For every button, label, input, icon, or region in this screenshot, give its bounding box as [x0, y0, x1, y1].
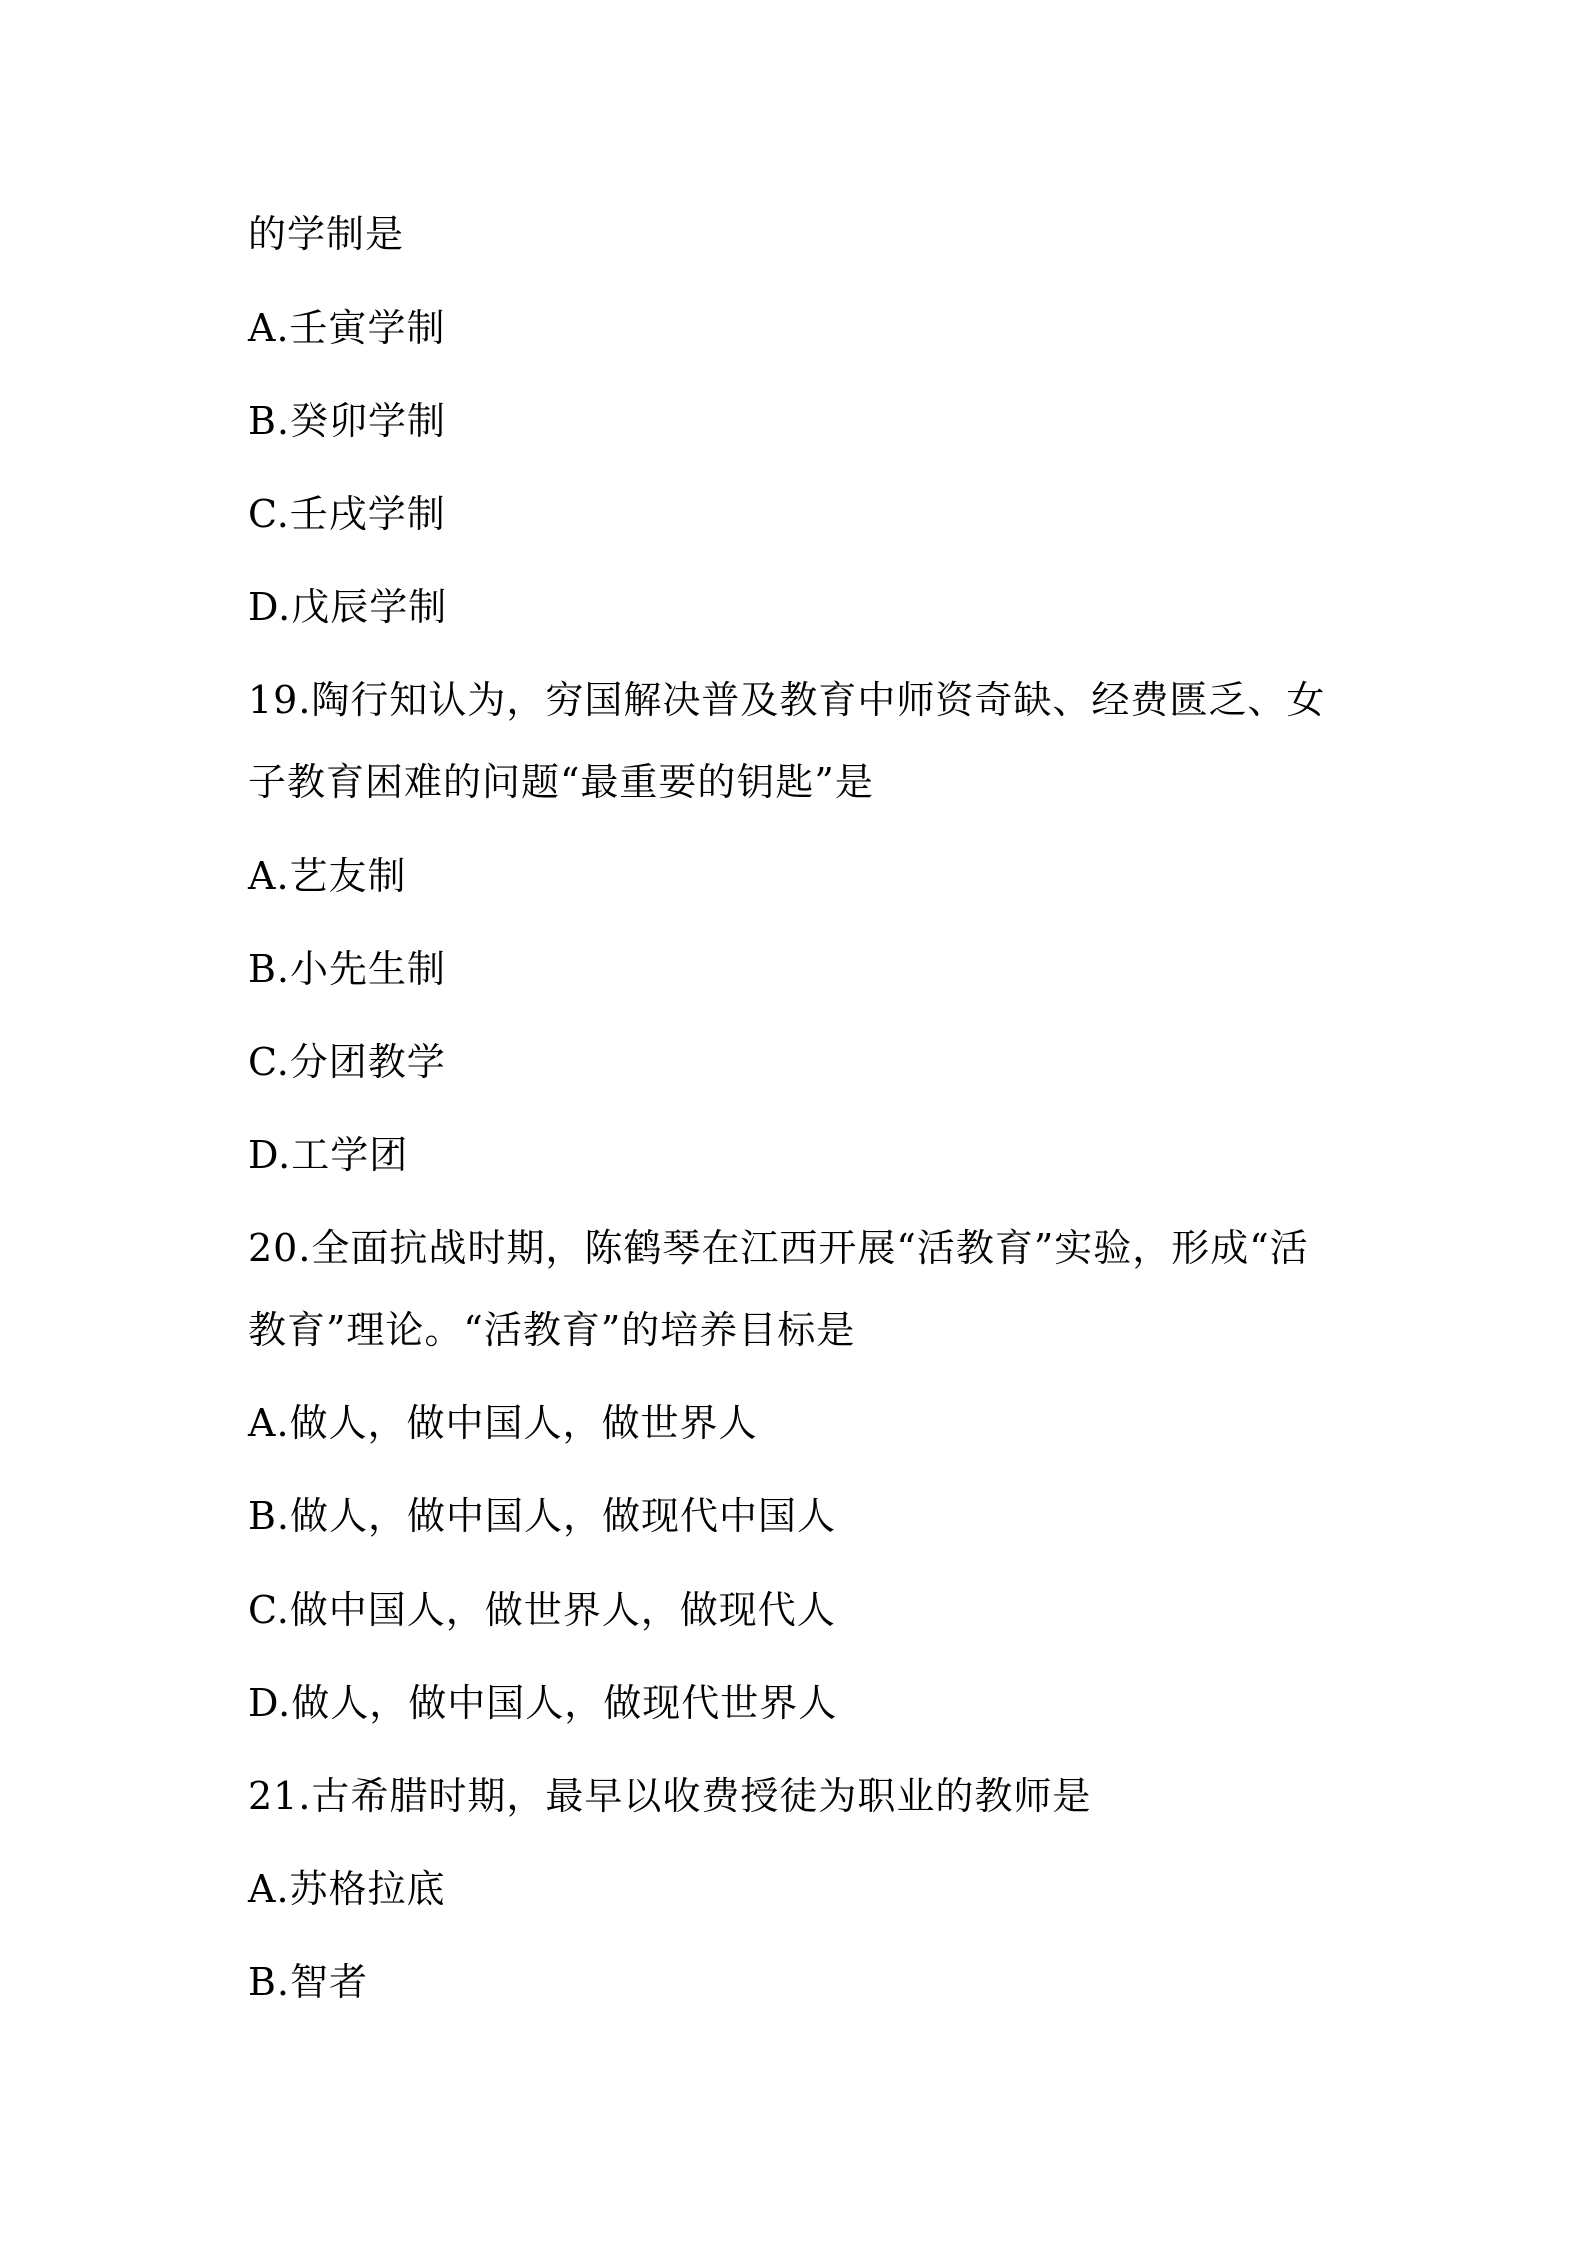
- q19-option-c: C.分团教学: [248, 1040, 446, 1084]
- q20-stem-line-1: 20.全面抗战时期，陈鹤琴在江西开展“活教育”实验，形成“活: [248, 1226, 1309, 1270]
- q18-option-c: C.壬戌学制: [248, 492, 446, 536]
- q19-option-d: D.工学团: [248, 1133, 409, 1177]
- q20-option-b: B.做人，做中国人，做现代中国人: [248, 1494, 837, 1538]
- q21-stem-line-1: 21.古希腊时期，最早以收费授徒为职业的教师是: [248, 1774, 1092, 1818]
- q20-stem-line-2: 教育”理论。“活教育”的培养目标是: [248, 1308, 856, 1352]
- q19-option-a: A.艺友制: [248, 854, 407, 898]
- q19-option-b: B.小先生制: [248, 947, 447, 991]
- q18-option-b: B.癸卯学制: [248, 399, 447, 443]
- q20-option-c: C.做中国人，做世界人，做现代人: [248, 1588, 836, 1632]
- q18-option-a: A.壬寅学制: [248, 306, 446, 350]
- q20-option-d: D.做人，做中国人，做现代世界人: [248, 1681, 838, 1725]
- q18-option-d: D.戊辰学制: [248, 585, 448, 629]
- q21-option-a: A.苏格拉底: [248, 1867, 446, 1911]
- q18-stem-tail: 的学制是: [248, 212, 405, 256]
- q20-option-a: A.做人，做中国人，做世界人: [248, 1401, 758, 1445]
- q19-stem-line-1: 19.陶行知认为，穷国解决普及教育中师资奇缺、经费匮乏、女: [248, 678, 1326, 722]
- q19-stem-line-2: 子教育困难的问题“最重要的钥匙”是: [248, 760, 874, 804]
- q21-option-b: B.智者: [248, 1960, 369, 2004]
